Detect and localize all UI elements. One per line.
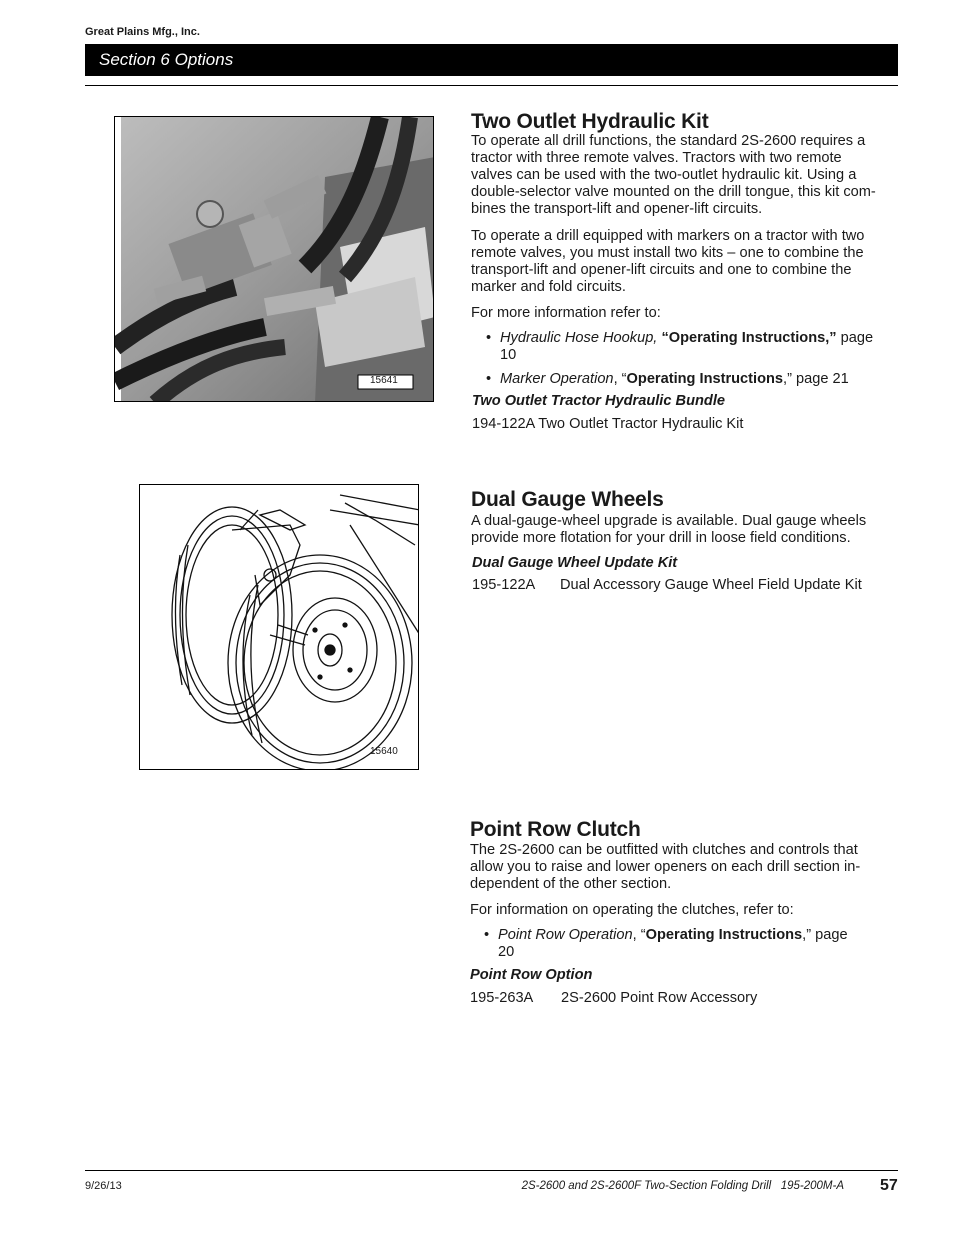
subheading-hydraulic-bundle: Two Outlet Tractor Hydraulic Bundle (472, 393, 725, 409)
hydraulic-refer-text: For more information refer to: (471, 305, 661, 321)
clutch-paragraph: The 2S-2600 can be outfitted with clutches and controls that allow you to raise and lower openers on each drill section in- dependent of the other section. (470, 842, 861, 892)
heading-dual-gauge-wheels: Dual Gauge Wheels (471, 488, 664, 511)
bullet-hose-hookup: • Hydraulic Hose Hookup, “Operating Instructions,” page 10 (486, 330, 874, 363)
hydraulic-paragraph-1: To operate all drill functions, the standard 2S-2600 requires a tractor with three remote valves. Tractors with two remote valves can be used with the two-outlet hydraulic kit. Using a double-selector valve mounted on the drill tongue, this kit com- bines the transport-lift and opener-lift circuits. (471, 133, 876, 217)
figure-number: 15641 (370, 375, 398, 386)
heading-point-row-clutch: Point Row Clutch (470, 818, 641, 841)
page-number: 57 (880, 1177, 898, 1194)
footer-document-title: 2S-2600 and 2S-2600F Two-Section Folding Drill 195-200M-A (521, 1180, 844, 1192)
heading-two-outlet-hydraulic-kit: Two Outlet Hydraulic Kit (471, 110, 709, 133)
dual-paragraph: A dual-gauge-wheel upgrade is available. Dual gauge wheels provide more flotation for your drill in loose field conditions. (471, 513, 867, 546)
dual-part-description: Dual Accessory Gauge Wheel Field Update Kit (560, 577, 862, 593)
dual-part-number: 195-122A (472, 577, 536, 593)
subheading-dual-gauge-kit: Dual Gauge Wheel Update Kit (472, 555, 678, 571)
section-header-bar (85, 44, 898, 76)
section-title: Section 6 Options (99, 50, 234, 69)
subheading-point-row-option: Point Row Option (470, 967, 593, 983)
clutch-part-description: 2S-2600 Point Row Accessory (561, 990, 758, 1006)
header-rule (85, 85, 898, 86)
clutch-refer-text: For information on operating the clutches, refer to: (470, 902, 794, 918)
footer-rule (85, 1170, 898, 1171)
bullet-marker-operation: • Marker Operation, “Operating Instructions,” page 21 (486, 371, 849, 387)
bullet-point-row-operation: • Point Row Operation, “Operating Instructions,” page 20 (484, 927, 848, 960)
company-name: Great Plains Mfg., Inc. (85, 26, 200, 38)
figure-number: 15640 (370, 746, 398, 757)
hydraulic-kit-photo (114, 116, 434, 402)
clutch-part-number: 195-263A (470, 990, 534, 1006)
hydraulic-bundle-item: 194-122A Two Outlet Tractor Hydraulic Kit (472, 416, 744, 432)
footer-date: 9/26/13 (85, 1180, 122, 1192)
dual-gauge-wheels-drawing (139, 484, 419, 770)
hydraulic-paragraph-2: To operate a drill equipped with markers on a tractor with two remote valves, you must install two kits – one to combine the transport-lift and opener-lift circuits and one to combine the marker and fold circuits. (471, 228, 865, 295)
